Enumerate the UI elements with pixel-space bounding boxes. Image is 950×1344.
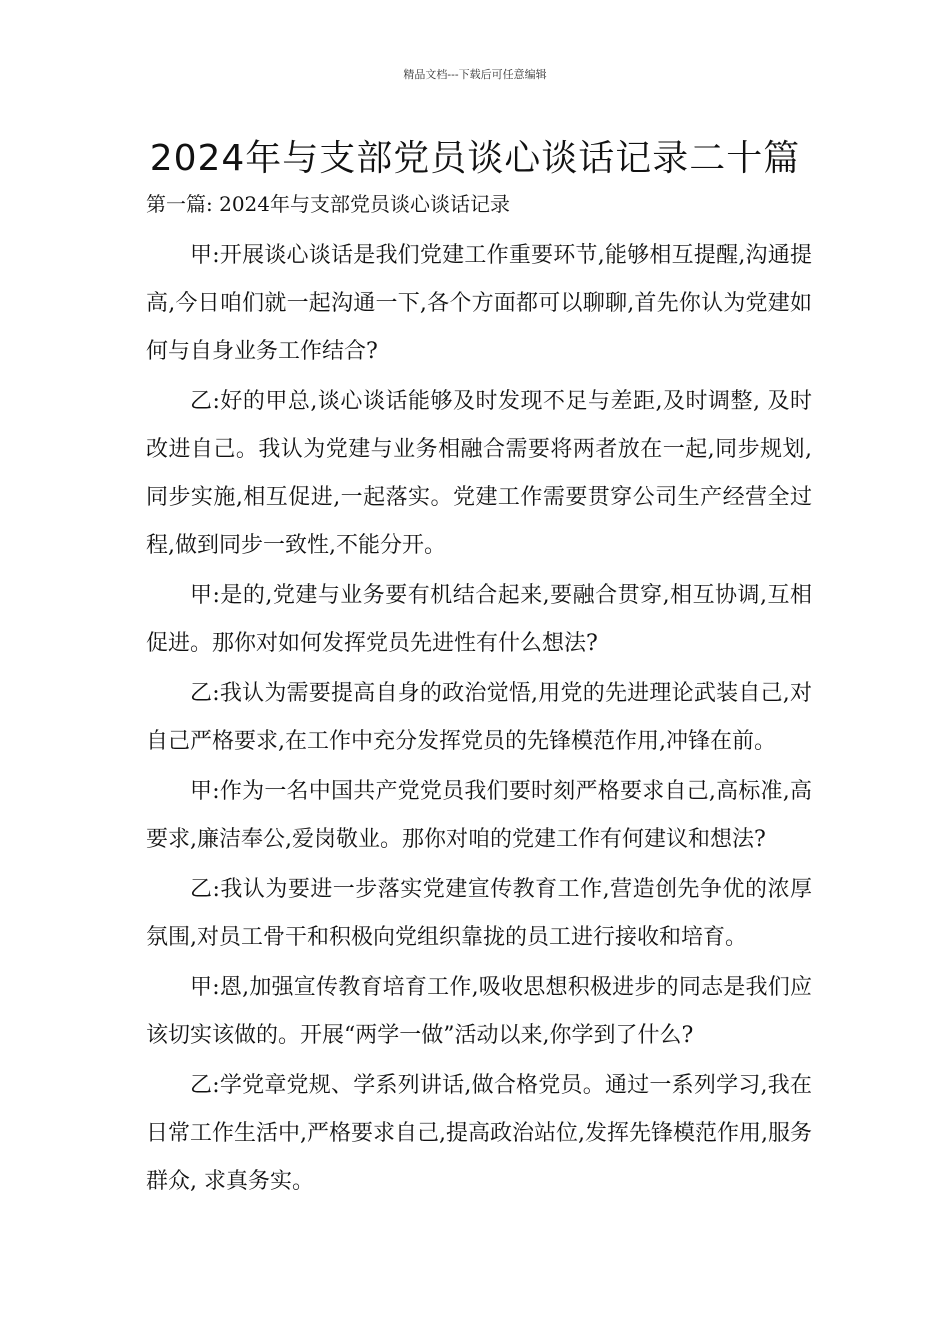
- dialogue-paragraph: 乙:我认为需要提高自身的政治觉悟,用党的先进理论武装自己,对自己严格要求,在工作中充分发挥党员的先锋模范作用,冲锋在前。: [146, 681, 812, 754]
- dialogue-paragraph: 乙:学党章党规、学系列讲话,做合格党员。通过一系列学习,我在日常工作生活中,严格要求自己,提高政治站位,发挥先锋模范作用,服务群众, 求真务实。: [146, 1073, 812, 1194]
- section-subtitle: 第一篇: 2024年与支部党员谈心谈话记录: [146, 192, 510, 216]
- dialogue-paragraph: 甲:开展谈心谈话是我们党建工作重要环节,能够相互提醒,沟通提高,今日咱们就一起沟通一下,各个方面都可以聊聊,首先你认为党建如何与自身业务工作结合?: [146, 243, 812, 364]
- dialogue-body: [146, 232, 812, 1208]
- dialogue-paragraph: 甲:作为一名中国共产党党员我们要时刻严格要求自己,高标准,高要求,廉洁奉公,爱岗敬业。那你对咱的党建工作有何建议和想法?: [146, 779, 812, 852]
- dialogue-paragraph: 甲:是的,党建与业务要有机结合起来,要融合贯穿,相互协调,互相促进。那你对如何发挥党员先进性有什么想法?: [146, 583, 812, 656]
- dialogue-paragraph: 乙:好的甲总,谈心谈话能够及时发现不足与差距,及时调整, 及时改进自己。我认为党建与业务相融合需要将两者放在一起,同步规划,同步实施,相互促进,一起落实。党建工作需要贯穿公司生产经营全过程,做到同步一致性,不能分开。: [146, 389, 812, 558]
- header-note: 精品文档---下载后可任意编辑: [403, 68, 547, 81]
- dialogue-paragraph: 甲:恩,加强宣传教育培育工作,吸收思想积极进步的同志是我们应该切实该做的。开展“两学一做”活动以来,你学到了什么?: [146, 975, 812, 1048]
- dialogue-paragraph: 乙:我认为要进一步落实党建宣传教育工作,营造创先争优的浓厚氛围,对员工骨干和积极向党组织靠拢的员工进行接收和培育。: [146, 877, 812, 950]
- document-title: 2024年与支部党员谈心谈话记录二十篇: [149, 138, 801, 179]
